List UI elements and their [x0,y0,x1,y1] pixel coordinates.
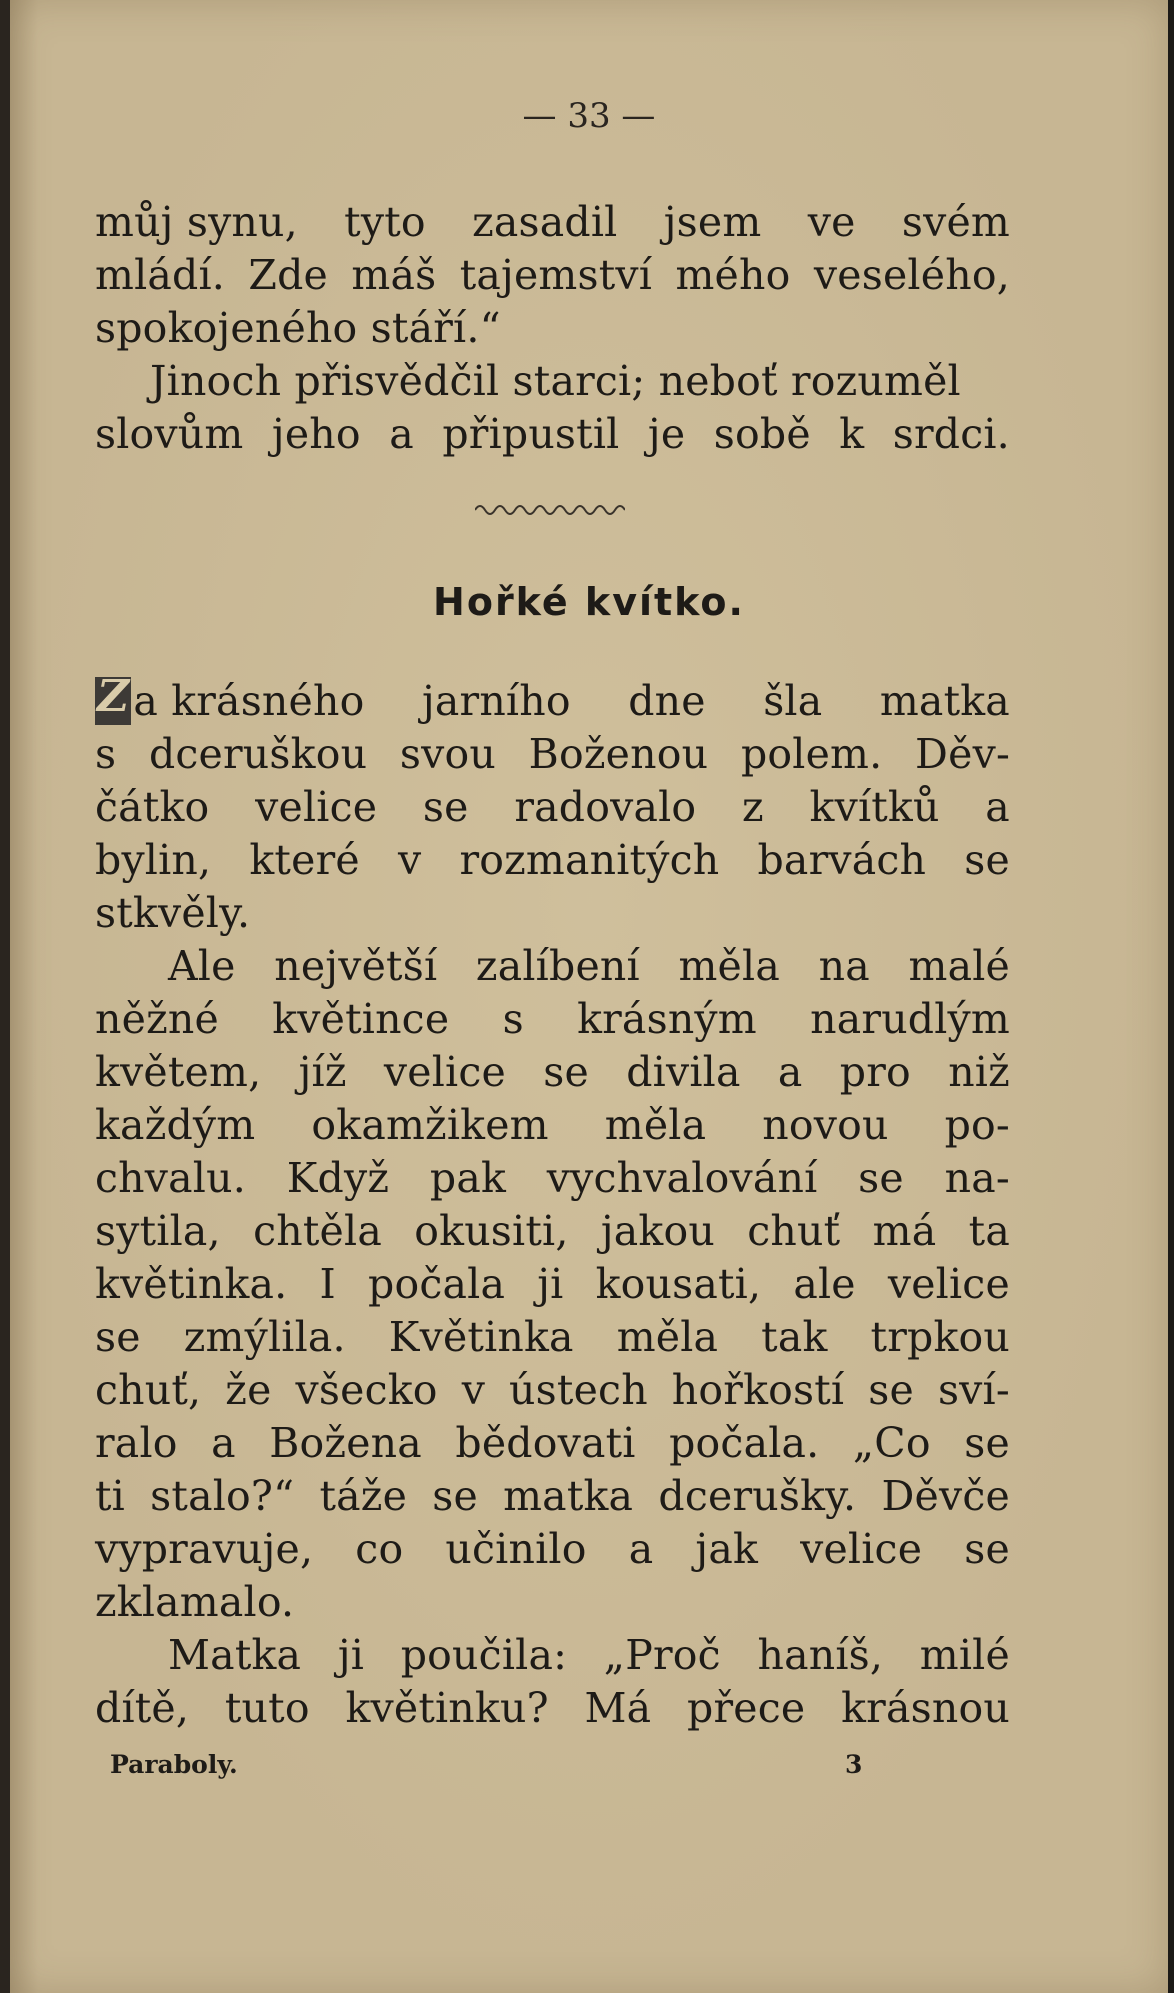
word: počala. [669,1419,820,1467]
word: květinku? [345,1684,549,1732]
word: svou [399,730,496,778]
word: šla [763,677,823,725]
word: velice [887,1260,1010,1308]
word: ji [337,1631,365,1679]
word: květem, [95,1048,262,1096]
word: a [628,1525,654,1573]
word: Když [286,1154,390,1202]
text-line [95,1154,1010,1202]
word: mého [675,251,791,299]
word: táže [319,1472,408,1520]
text-line-with-drop-cap [95,671,1010,725]
text-line [133,677,1010,725]
word: jíž [298,1048,347,1096]
text-line [95,1366,1010,1414]
word: můj synu, [95,198,298,246]
word: máš [351,251,437,299]
word: malé [908,942,1010,990]
word: spokojeného stáří.“ [95,304,501,352]
word: Má [584,1684,652,1732]
word: všecko [295,1366,438,1414]
text-line [95,1525,1010,1573]
signature-mark: 3 [845,1750,863,1779]
word: velice [800,1525,923,1573]
word: stkvěly. [95,889,251,937]
word: stalo?“ [150,1472,295,1520]
word: s [502,995,524,1043]
word: haníš, [757,1631,884,1679]
word: narudlým [810,995,1010,1043]
word: milé [919,1631,1010,1679]
word: chuť [747,1207,841,1255]
word: čátko [95,783,210,831]
word: zklamalo. [95,1578,295,1626]
word: po- [944,1101,1010,1149]
word: co [355,1525,404,1573]
word: dceruškou [148,730,368,778]
text-line [95,1048,1010,1096]
running-footer-title: Paraboly. [110,1750,238,1779]
word: mládí. [95,251,226,299]
word: že [225,1366,272,1414]
text-line [95,1684,1010,1732]
word: zalíbení [475,942,640,990]
word: tajemství [459,251,653,299]
text-line [95,995,1010,1043]
text-line [95,1472,1010,1520]
word: krásným [577,995,757,1043]
word: v [461,1366,486,1414]
word: dcerušky. [658,1472,857,1520]
word: se [964,1419,1010,1467]
word: slovům [95,410,244,458]
word: Květinka [388,1313,574,1361]
word: tak [761,1313,828,1361]
word: Boženou [528,730,709,778]
word: měla [616,1313,719,1361]
word: ale [793,1260,856,1308]
word: které [249,836,360,884]
word: vychvalování [546,1154,818,1202]
word: květinka. [95,1260,288,1308]
word: je [647,410,686,458]
word: se [422,783,469,831]
word: sytila, [95,1207,221,1255]
word: k [839,410,865,458]
drop-cap: Z [95,677,131,725]
word: jsem [663,198,762,246]
word: ji [537,1260,564,1308]
word: ti [95,1472,125,1520]
word: tyto [344,198,426,246]
word: přece [687,1684,806,1732]
word: zasadil [472,198,618,246]
word: se [858,1154,904,1202]
word: I [319,1260,336,1308]
word: v [397,836,422,884]
word: bylin, [95,836,212,884]
word: učinilo [445,1525,587,1573]
word: Matka [168,1631,302,1679]
word: kousati, [595,1260,762,1308]
word: se [432,1472,478,1520]
word: zmýlila. [183,1313,346,1361]
word: Děvče [881,1472,1010,1520]
word: ta [968,1207,1010,1255]
word: ústech [509,1366,648,1414]
word: ve [807,198,856,246]
word: měla [604,1101,707,1149]
word: a [777,1048,803,1096]
word: kvítků [809,783,940,831]
text-line [168,942,1010,990]
word: jeho [271,410,361,458]
text-line [168,1631,1010,1679]
text-line [95,730,1010,778]
word: rozmanitých [459,836,720,884]
word: svém [901,198,1010,246]
text-line [95,410,1010,458]
word: a [211,1419,236,1467]
word: matka [503,1472,634,1520]
word: velice [383,1048,506,1096]
word: jak [695,1525,759,1573]
text-line [95,1260,1010,1308]
text-line [150,357,961,405]
page-number: — 33 — [522,96,656,136]
word: Děv- [915,730,1010,778]
word: se [868,1366,914,1414]
word: na- [944,1154,1010,1202]
word: počala [368,1260,506,1308]
word: radovalo [514,783,697,831]
word: tuto [224,1684,310,1732]
word: barvách [757,836,927,884]
word: novou [762,1101,889,1149]
word: chuť, [95,1366,202,1414]
word: připustil [442,410,620,458]
text-line [95,251,1010,299]
word: „Proč [603,1631,721,1679]
text-line [95,1419,1010,1467]
text-line [95,1101,1010,1149]
book-spine-edge [0,0,10,1993]
decorative-divider-icon [475,500,625,520]
word: jarního [421,677,571,725]
word: polem. [740,730,883,778]
text-line [95,1313,1010,1361]
word: sví- [937,1366,1010,1414]
word: hořkostí [671,1366,845,1414]
word: niž [948,1048,1010,1096]
word: „Co [852,1419,931,1467]
word: matka [879,677,1010,725]
text-line [95,198,1010,246]
word: každým [95,1101,256,1149]
word: s [95,730,117,778]
word: krásnou [841,1684,1010,1732]
text-line [95,836,1010,884]
text-line [95,889,250,937]
word: dítě, [95,1684,190,1732]
word: ralo [95,1419,178,1467]
word: a krásného [133,677,365,725]
word: Zde [248,251,329,299]
word: největší [274,942,438,990]
word: se [543,1048,589,1096]
word: poučila: [400,1631,568,1679]
word: okusiti, [414,1207,569,1255]
word: dne [628,677,706,725]
word: květince [272,995,450,1043]
word: se [95,1313,141,1361]
word: Ale [168,942,236,990]
word: se [964,836,1010,884]
text-line [95,304,501,352]
word: okamžikem [311,1101,549,1149]
word: a [985,783,1010,831]
word: se [964,1525,1010,1573]
text-line [95,783,1010,831]
word: srdci. [892,410,1010,458]
word: chtěla [253,1207,382,1255]
word: měla [678,942,780,990]
word: na [818,942,870,990]
word: velice [255,783,378,831]
word: něžné [95,995,219,1043]
word: z [742,783,764,831]
word: trpkou [870,1313,1010,1361]
word: pro [839,1048,911,1096]
word: a [389,410,414,458]
section-title: Hořké kvítko. [433,580,745,624]
word: pak [429,1154,507,1202]
word: sobě [713,410,811,458]
word: bědovati [455,1419,636,1467]
word: divila [626,1048,741,1096]
word: Božena [269,1419,422,1467]
word: vypravuje, [95,1525,314,1573]
text-line [95,1578,294,1626]
word: veselého, [813,251,1010,299]
word: chvalu. [95,1154,246,1202]
word: jakou [600,1207,715,1255]
word: Jinoch přisvědčil starci; neboť rozuměl [150,357,961,405]
book-page [10,0,1168,1993]
word: má [872,1207,937,1255]
text-line [95,1207,1010,1255]
